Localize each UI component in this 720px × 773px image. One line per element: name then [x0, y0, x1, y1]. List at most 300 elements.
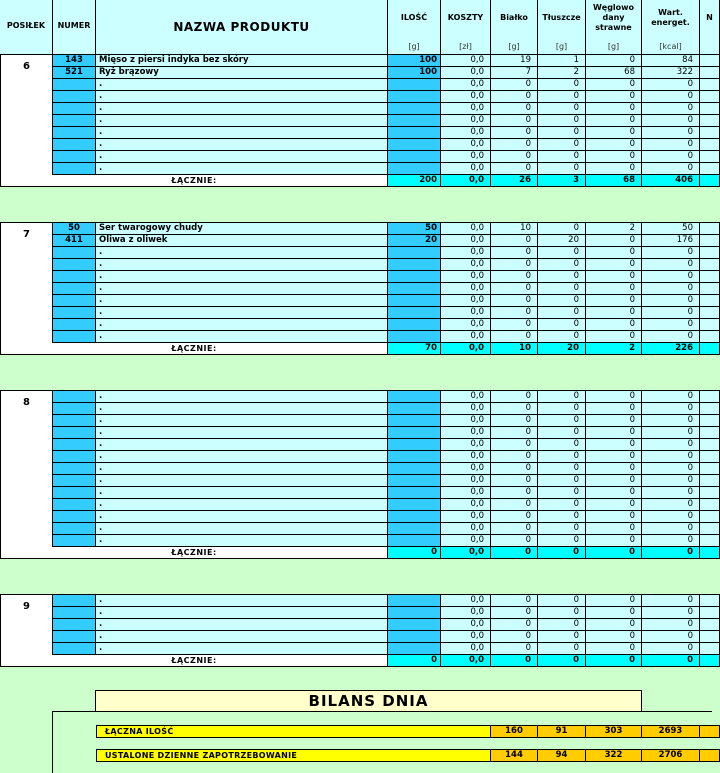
- energia-cell: 0: [642, 151, 700, 163]
- product-name-cell[interactable]: .: [96, 115, 388, 127]
- energia-cell: 0: [642, 643, 700, 655]
- total-extra: [700, 343, 720, 355]
- total-extra: [700, 547, 720, 559]
- bilans-title: BILANS DNIA: [308, 692, 429, 710]
- quantity-cell[interactable]: [388, 463, 441, 475]
- energia-cell: 0: [642, 319, 700, 331]
- product-name-cell[interactable]: .: [96, 247, 388, 259]
- bialko-cell: 0: [491, 475, 538, 487]
- energia-cell: 0: [642, 427, 700, 439]
- bialko-cell: 0: [491, 427, 538, 439]
- quantity-cell[interactable]: 100: [388, 67, 441, 79]
- wegle-cell: 0: [586, 163, 642, 175]
- total-wegle: 2: [586, 343, 642, 355]
- product-name-cell[interactable]: .: [96, 91, 388, 103]
- product-name-cell[interactable]: .: [96, 403, 388, 415]
- quantity-cell[interactable]: [388, 247, 441, 259]
- koszty-cell: 0,0: [441, 619, 491, 631]
- tluszcze-cell: 0: [538, 91, 586, 103]
- product-name-cell[interactable]: .: [96, 331, 388, 343]
- numer-cell[interactable]: [53, 607, 96, 619]
- numer-cell[interactable]: [53, 451, 96, 463]
- product-name-cell[interactable]: Mięso z piersi indyka bez skóry: [96, 55, 388, 67]
- energia-cell: 0: [642, 523, 700, 535]
- total-koszty: 0,0: [441, 343, 491, 355]
- numer-cell[interactable]: [53, 139, 96, 151]
- tluszcze-cell: 0: [538, 427, 586, 439]
- bilans-extra: [700, 749, 720, 762]
- quantity-cell[interactable]: [388, 415, 441, 427]
- koszty-cell: 0,0: [441, 163, 491, 175]
- quantity-cell[interactable]: [388, 151, 441, 163]
- energia-cell: 0: [642, 91, 700, 103]
- koszty-cell: 0,0: [441, 223, 491, 235]
- tluszcze-cell: 2: [538, 67, 586, 79]
- extra-cell: [700, 235, 720, 247]
- bialko-cell: 0: [491, 151, 538, 163]
- bialko-cell: 0: [491, 283, 538, 295]
- extra-cell: [700, 463, 720, 475]
- product-name-cell[interactable]: .: [96, 499, 388, 511]
- product-name-cell[interactable]: .: [96, 451, 388, 463]
- numer-cell[interactable]: [53, 319, 96, 331]
- bialko-cell: 0: [491, 91, 538, 103]
- product-name-cell[interactable]: .: [96, 259, 388, 271]
- total-energia: 0: [642, 655, 700, 667]
- bialko-cell: 0: [491, 403, 538, 415]
- numer-cell[interactable]: [53, 331, 96, 343]
- wegle-cell: 0: [586, 139, 642, 151]
- numer-cell[interactable]: [53, 247, 96, 259]
- numer-cell[interactable]: [53, 115, 96, 127]
- tluszcze-cell: 0: [538, 127, 586, 139]
- koszty-cell: 0,0: [441, 247, 491, 259]
- bialko-cell: 0: [491, 439, 538, 451]
- tluszcze-cell: 0: [538, 79, 586, 91]
- koszty-cell: 0,0: [441, 283, 491, 295]
- wegle-cell: 0: [586, 295, 642, 307]
- bialko-cell: 0: [491, 463, 538, 475]
- total-koszty: 0,0: [441, 175, 491, 187]
- quantity-cell[interactable]: [388, 91, 441, 103]
- bialko-cell: 0: [491, 391, 538, 403]
- tluszcze-cell: 0: [538, 643, 586, 655]
- extra-cell: [700, 151, 720, 163]
- wegle-cell: 0: [586, 103, 642, 115]
- numer-cell[interactable]: [53, 271, 96, 283]
- wegle-cell: 0: [586, 151, 642, 163]
- extra-cell: [700, 499, 720, 511]
- numer-cell[interactable]: [53, 511, 96, 523]
- quantity-cell[interactable]: 50: [388, 223, 441, 235]
- numer-cell[interactable]: [53, 259, 96, 271]
- numer-cell[interactable]: [53, 415, 96, 427]
- wegle-cell: 0: [586, 643, 642, 655]
- header-label-nazwa: NAZWA PRODUKTU: [173, 20, 310, 34]
- quantity-cell[interactable]: [388, 283, 441, 295]
- wegle-cell: 0: [586, 511, 642, 523]
- header-cell-koszty: [441, 0, 491, 55]
- bilans-label: ŁĄCZNA ILOŚĆ: [96, 725, 491, 738]
- quantity-cell[interactable]: [388, 295, 441, 307]
- energia-cell: 0: [642, 295, 700, 307]
- bialko-cell: 0: [491, 331, 538, 343]
- quantity-cell[interactable]: [388, 115, 441, 127]
- quantity-cell[interactable]: 100: [388, 55, 441, 67]
- wegle-cell: 0: [586, 391, 642, 403]
- meal-number: 6: [0, 55, 53, 175]
- product-name-cell[interactable]: .: [96, 439, 388, 451]
- wegle-cell: 0: [586, 499, 642, 511]
- numer-cell[interactable]: [53, 439, 96, 451]
- header-unit-bialko: [g]: [508, 42, 520, 51]
- quantity-cell[interactable]: [388, 259, 441, 271]
- extra-cell: [700, 331, 720, 343]
- extra-cell: [700, 451, 720, 463]
- header-cell-ilosc: [388, 0, 441, 55]
- product-name-cell[interactable]: .: [96, 79, 388, 91]
- product-name-cell[interactable]: .: [96, 427, 388, 439]
- product-name-cell[interactable]: Ryż brązowy: [96, 67, 388, 79]
- koszty-cell: 0,0: [441, 391, 491, 403]
- tluszcze-cell: 20: [538, 235, 586, 247]
- quantity-cell[interactable]: [388, 319, 441, 331]
- quantity-cell[interactable]: [388, 607, 441, 619]
- header-label-koszty: KOSZTY: [447, 13, 484, 22]
- tluszcze-cell: 0: [538, 391, 586, 403]
- energia-cell: 0: [642, 595, 700, 607]
- tluszcze-cell: 0: [538, 619, 586, 631]
- extra-cell: [700, 79, 720, 91]
- extra-cell: [700, 271, 720, 283]
- koszty-cell: 0,0: [441, 475, 491, 487]
- wegle-cell: 0: [586, 595, 642, 607]
- product-name-cell[interactable]: .: [96, 319, 388, 331]
- product-name-cell[interactable]: .: [96, 511, 388, 523]
- extra-cell: [700, 643, 720, 655]
- product-name-cell[interactable]: .: [96, 307, 388, 319]
- quantity-cell[interactable]: [388, 631, 441, 643]
- quantity-cell[interactable]: 20: [388, 235, 441, 247]
- product-name-cell[interactable]: .: [96, 607, 388, 619]
- quantity-cell[interactable]: [388, 535, 441, 547]
- numer-cell[interactable]: [53, 391, 96, 403]
- quantity-cell[interactable]: [388, 511, 441, 523]
- energia-cell: 0: [642, 451, 700, 463]
- numer-cell[interactable]: [53, 283, 96, 295]
- header-unit-weglowodany: [g]: [607, 42, 620, 51]
- numer-cell[interactable]: [53, 307, 96, 319]
- numer-cell[interactable]: [53, 487, 96, 499]
- total-bialko: 10: [491, 343, 538, 355]
- total-tluszcze: 0: [538, 547, 586, 559]
- koszty-cell: 0,0: [441, 91, 491, 103]
- tluszcze-cell: 0: [538, 307, 586, 319]
- bialko-cell: 10: [491, 223, 538, 235]
- product-name-cell[interactable]: .: [96, 595, 388, 607]
- koszty-cell: 0,0: [441, 463, 491, 475]
- koszty-cell: 0,0: [441, 499, 491, 511]
- extra-cell: [700, 223, 720, 235]
- energia-cell: 0: [642, 631, 700, 643]
- numer-cell[interactable]: [53, 463, 96, 475]
- wegle-cell: 68: [586, 67, 642, 79]
- numer-cell[interactable]: [53, 643, 96, 655]
- meal-number: 7: [0, 223, 53, 343]
- extra-cell: [700, 115, 720, 127]
- product-name-cell[interactable]: .: [96, 127, 388, 139]
- product-name-cell[interactable]: .: [96, 475, 388, 487]
- tluszcze-cell: 0: [538, 115, 586, 127]
- bialko-cell: 0: [491, 79, 538, 91]
- koszty-cell: 0,0: [441, 79, 491, 91]
- wegle-cell: 0: [586, 463, 642, 475]
- quantity-cell[interactable]: [388, 163, 441, 175]
- quantity-cell[interactable]: [388, 331, 441, 343]
- energia-cell: 0: [642, 403, 700, 415]
- product-name-cell[interactable]: .: [96, 103, 388, 115]
- wegle-cell: 0: [586, 487, 642, 499]
- header-label-ilosc: ILOŚĆ: [400, 13, 428, 22]
- quantity-cell[interactable]: [388, 487, 441, 499]
- numer-cell[interactable]: [53, 403, 96, 415]
- bialko-cell: 0: [491, 511, 538, 523]
- product-name-cell[interactable]: .: [96, 619, 388, 631]
- koszty-cell: 0,0: [441, 595, 491, 607]
- extra-cell: [700, 427, 720, 439]
- bialko-cell: 0: [491, 115, 538, 127]
- wegle-cell: 0: [586, 403, 642, 415]
- header-label-extra: N: [706, 13, 713, 22]
- wegle-cell: 0: [586, 55, 642, 67]
- bialko-cell: 0: [491, 499, 538, 511]
- koszty-cell: 0,0: [441, 307, 491, 319]
- product-name-cell[interactable]: .: [96, 535, 388, 547]
- bialko-cell: 0: [491, 619, 538, 631]
- numer-cell[interactable]: [53, 595, 96, 607]
- total-energia: 0: [642, 547, 700, 559]
- koszty-cell: 0,0: [441, 103, 491, 115]
- header-cell-energia: [642, 0, 700, 55]
- total-wegle: 0: [586, 547, 642, 559]
- wegle-cell: 0: [586, 127, 642, 139]
- numer-cell[interactable]: 143: [53, 55, 96, 67]
- extra-cell: [700, 163, 720, 175]
- product-name-cell[interactable]: .: [96, 139, 388, 151]
- quantity-cell[interactable]: [388, 79, 441, 91]
- extra-cell: [700, 103, 720, 115]
- koszty-cell: 0,0: [441, 319, 491, 331]
- product-name-cell[interactable]: .: [96, 523, 388, 535]
- quantity-cell[interactable]: [388, 403, 441, 415]
- extra-cell: [700, 511, 720, 523]
- bialko-cell: 7: [491, 67, 538, 79]
- tluszcze-cell: 0: [538, 163, 586, 175]
- koszty-cell: 0,0: [441, 511, 491, 523]
- wegle-cell: 0: [586, 535, 642, 547]
- numer-cell[interactable]: [53, 631, 96, 643]
- header-unit-tluszcze: [g]: [555, 42, 568, 51]
- koszty-cell: 0,0: [441, 535, 491, 547]
- numer-cell[interactable]: [53, 535, 96, 547]
- product-name-cell[interactable]: .: [96, 295, 388, 307]
- wegle-cell: 0: [586, 283, 642, 295]
- total-koszty: 0,0: [441, 547, 491, 559]
- quantity-cell[interactable]: [388, 595, 441, 607]
- total-tluszcze: 3: [538, 175, 586, 187]
- product-name-cell[interactable]: .: [96, 631, 388, 643]
- wegle-cell: 0: [586, 259, 642, 271]
- wegle-cell: 0: [586, 523, 642, 535]
- bialko-cell: 0: [491, 139, 538, 151]
- numer-cell[interactable]: [53, 475, 96, 487]
- wegle-cell: 0: [586, 247, 642, 259]
- header-label-tluszcze: Tłuszcze: [542, 13, 581, 22]
- quantity-cell[interactable]: [388, 391, 441, 403]
- product-name-cell[interactable]: .: [96, 391, 388, 403]
- bialko-cell: 0: [491, 451, 538, 463]
- bilans-value: 2706: [642, 749, 700, 762]
- product-name-cell[interactable]: Ser twarogowy chudy: [96, 223, 388, 235]
- bilans-value: 144: [491, 749, 538, 762]
- total-label: ŁĄCZNIE:: [0, 343, 388, 355]
- header-cell-weglowodany: [586, 0, 642, 55]
- product-name-cell[interactable]: .: [96, 151, 388, 163]
- product-name-cell[interactable]: .: [96, 415, 388, 427]
- numer-cell[interactable]: [53, 295, 96, 307]
- extra-cell: [700, 319, 720, 331]
- numer-cell[interactable]: [53, 127, 96, 139]
- product-name-cell[interactable]: .: [96, 643, 388, 655]
- koszty-cell: 0,0: [441, 607, 491, 619]
- bialko-cell: 0: [491, 235, 538, 247]
- header-label-numer: NUMER: [57, 21, 91, 30]
- energia-cell: 0: [642, 499, 700, 511]
- extra-cell: [700, 139, 720, 151]
- numer-cell[interactable]: [53, 103, 96, 115]
- numer-cell[interactable]: [53, 619, 96, 631]
- product-name-cell[interactable]: .: [96, 463, 388, 475]
- quantity-cell[interactable]: [388, 439, 441, 451]
- bialko-cell: 0: [491, 415, 538, 427]
- bialko-cell: 0: [491, 535, 538, 547]
- extra-cell: [700, 67, 720, 79]
- numer-cell[interactable]: [53, 427, 96, 439]
- koszty-cell: 0,0: [441, 523, 491, 535]
- quantity-cell[interactable]: [388, 619, 441, 631]
- bilans-value: 2693: [642, 725, 700, 738]
- quantity-cell[interactable]: [388, 127, 441, 139]
- koszty-cell: 0,0: [441, 487, 491, 499]
- tluszcze-cell: 0: [538, 475, 586, 487]
- product-name-cell[interactable]: Oliwa z oliwek: [96, 235, 388, 247]
- header-unit-koszty: [zł]: [459, 42, 472, 51]
- bilans-value: 160: [491, 725, 538, 738]
- quantity-cell[interactable]: [388, 523, 441, 535]
- quantity-cell[interactable]: [388, 475, 441, 487]
- tluszcze-cell: 0: [538, 103, 586, 115]
- numer-cell[interactable]: 50: [53, 223, 96, 235]
- total-tluszcze: 20: [538, 343, 586, 355]
- bialko-cell: 0: [491, 307, 538, 319]
- product-name-cell[interactable]: .: [96, 487, 388, 499]
- quantity-cell[interactable]: [388, 139, 441, 151]
- energia-cell: 176: [642, 235, 700, 247]
- quantity-cell[interactable]: [388, 103, 441, 115]
- energia-cell: 0: [642, 163, 700, 175]
- total-quantity: 200: [388, 175, 441, 187]
- extra-cell: [700, 439, 720, 451]
- wegle-cell: 0: [586, 271, 642, 283]
- bialko-cell: 0: [491, 595, 538, 607]
- bialko-cell: 0: [491, 631, 538, 643]
- extra-cell: [700, 247, 720, 259]
- quantity-cell[interactable]: [388, 271, 441, 283]
- total-quantity: 0: [388, 547, 441, 559]
- wegle-cell: 0: [586, 619, 642, 631]
- quantity-cell[interactable]: [388, 499, 441, 511]
- product-name-cell[interactable]: .: [96, 283, 388, 295]
- total-label: ŁĄCZNIE:: [0, 175, 388, 187]
- koszty-cell: 0,0: [441, 115, 491, 127]
- extra-cell: [700, 475, 720, 487]
- quantity-cell[interactable]: [388, 451, 441, 463]
- bialko-cell: 0: [491, 487, 538, 499]
- header-unit-energia: [kcal]: [659, 42, 682, 51]
- koszty-cell: 0,0: [441, 415, 491, 427]
- bialko-cell: 0: [491, 643, 538, 655]
- numer-cell[interactable]: [53, 79, 96, 91]
- extra-cell: [700, 283, 720, 295]
- energia-cell: 0: [642, 283, 700, 295]
- numer-cell[interactable]: 521: [53, 67, 96, 79]
- bialko-cell: 0: [491, 103, 538, 115]
- energia-cell: 0: [642, 607, 700, 619]
- extra-cell: [700, 415, 720, 427]
- energia-cell: 0: [642, 487, 700, 499]
- extra-cell: [700, 259, 720, 271]
- header-unit-ilosc: [g]: [408, 42, 420, 51]
- koszty-cell: 0,0: [441, 127, 491, 139]
- total-label: ŁĄCZNIE:: [0, 655, 388, 667]
- extra-cell: [700, 607, 720, 619]
- wegle-cell: 0: [586, 319, 642, 331]
- energia-cell: 0: [642, 475, 700, 487]
- total-wegle: 68: [586, 175, 642, 187]
- product-name-cell[interactable]: .: [96, 271, 388, 283]
- bilans-value: 322: [586, 749, 642, 762]
- numer-cell[interactable]: [53, 523, 96, 535]
- bilans-value: 303: [586, 725, 642, 738]
- numer-cell[interactable]: [53, 91, 96, 103]
- quantity-cell[interactable]: [388, 307, 441, 319]
- total-koszty: 0,0: [441, 655, 491, 667]
- energia-cell: 0: [642, 511, 700, 523]
- tluszcze-cell: 0: [538, 139, 586, 151]
- numer-cell[interactable]: [53, 163, 96, 175]
- numer-cell[interactable]: [53, 499, 96, 511]
- tluszcze-cell: 0: [538, 151, 586, 163]
- koszty-cell: 0,0: [441, 403, 491, 415]
- numer-cell[interactable]: [53, 151, 96, 163]
- energia-cell: 0: [642, 619, 700, 631]
- numer-cell[interactable]: 411: [53, 235, 96, 247]
- quantity-cell[interactable]: [388, 643, 441, 655]
- energia-cell: 0: [642, 103, 700, 115]
- quantity-cell[interactable]: [388, 427, 441, 439]
- total-extra: [700, 175, 720, 187]
- product-name-cell[interactable]: .: [96, 163, 388, 175]
